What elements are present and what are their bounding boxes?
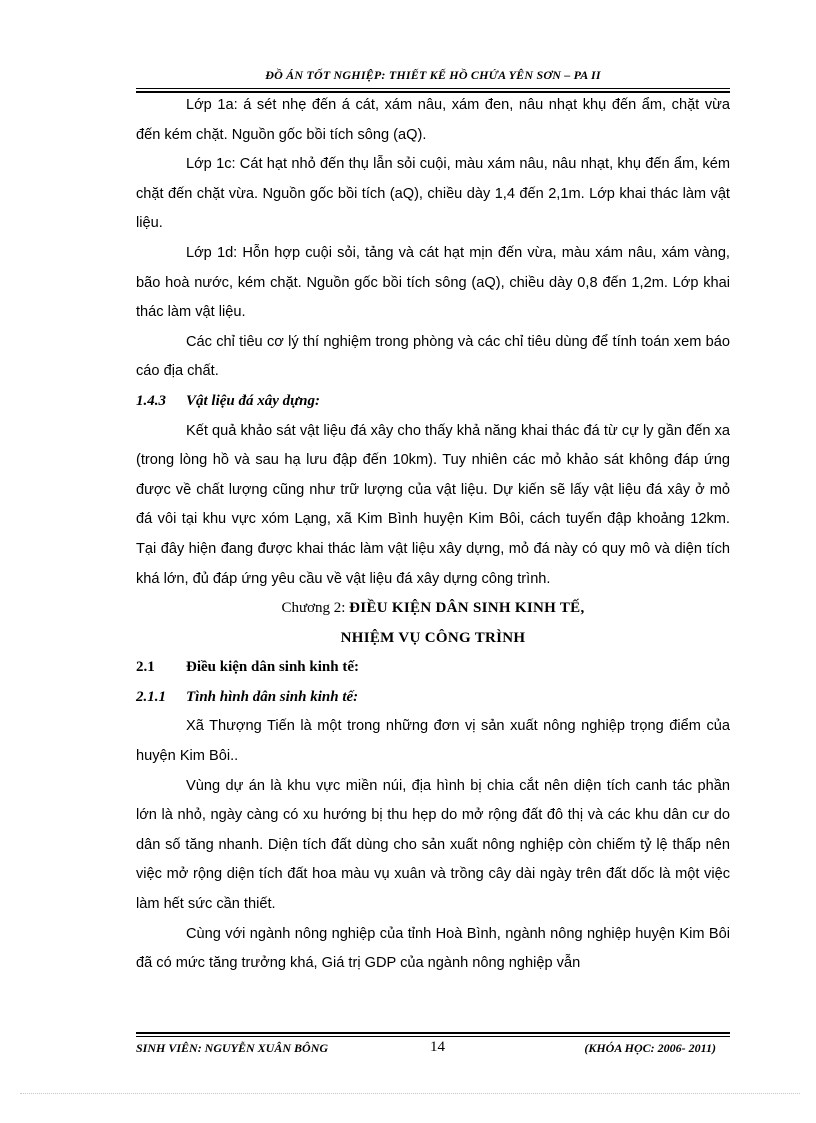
paragraph-layer-1a: Lớp 1a: á sét nhẹ đến á cát, xám nâu, xám đen, nâu nhạt khụ đến ẩm, chặt vừa đến kém chặt. Nguồn gốc bồi tích sông (aQ). [136,97,730,143]
chapter-title-line1 [136,594,730,624]
paragraph-agriculture: Cùng với ngành nông nghiệp của tỉnh Hoà Bình, ngành nông nghiệp huyện Kim Bôi đã có mức tăng trưởng khá, Giá trị GDP của ngành nông nghiệp vẫn [136,925,730,972]
page-number: 14 [430,1039,445,1055]
footer-course: (KHÓA HỌC: 2006- 2011) [584,1041,716,1055]
section-number: 2.1.1 [136,688,166,705]
section-title: Tình hình dân sinh kinh tế: [186,688,359,705]
footer-rule [136,1036,730,1037]
chapter-title-line2 [136,624,730,654]
section-number: 2.1 [136,659,155,676]
page-boundary-line [20,1093,800,1094]
chapter-title: ĐIỀU KIỆN DÂN SINH KINH TẾ, [349,600,585,617]
footer-student: SINH VIÊN: NGUYỄN XUÂN BÔNG [136,1041,329,1055]
section-heading-2-1 [136,653,730,683]
header-rule [136,88,730,89]
paragraph-stone-material: Kết quả khảo sát vật liệu đá xây cho thấy khả năng khai thác đá từ cự ly gần đến xa (trong lòng hồ và sau hạ lưu đập đến 10km). Tuy nhiên các mỏ khảo sát không đáp ứng được về chất lượng cũng như trữ lượng của vật liệu. Dự kiến sẽ lấy vật liệu đá xây ở mỏ đá vôi tại khu vực xóm Lạng, xã Kim Bình huyện Kim Bôi, cách tuyến đập khoảng 12km. Tại đây hiện đang được khai thác làm vật liệu xây dựng, mỏ đá này có quy mô và diện tích khá lớn, đủ đáp ứng yêu cầu về vật liệu đá xây dựng công trình. [136,422,730,587]
page-footer [136,1041,730,1059]
page-header: ĐỒ ÁN TỐT NGHIỆP: THIẾT KẾ HỒ CHỨA YÊN SƠN – PA II [265,68,601,82]
section-title: Điều kiện dân sinh kinh tế: [186,659,359,676]
section-number: 1.4.3 [136,392,166,409]
footer-rule-thick [136,1032,730,1034]
paragraph-project-area: Vùng dự án là khu vực miền núi, địa hình bị chia cắt nên diện tích canh tác phần lớn là nhỏ, ngày càng có xu hướng bị thu hẹp do mở rộng đất đô thị và các khu dân cư do dân số tăng nhanh. Diện tích đất dùng cho sản xuất nông nghiệp còn chiếm tỷ lệ thấp nên việc mở rộng diện tích đất hoa màu vụ xuân và trồng cây dài ngày trên đất dốc là một việc làm hết sức cần thiết. [136,777,730,913]
paragraph-commune: Xã Thượng Tiến là một trong những đơn vị sản xuất nông nghiệp trọng điểm của huyện Kim Bôi.. [136,718,730,765]
chapter-subtitle: NHIỆM VỤ CÔNG TRÌNH [340,629,526,646]
chapter-prefix: Chương 2: [281,600,350,617]
section-heading-1-4-3 [136,387,730,417]
paragraph-layer-1d: Lớp 1d: Hỗn hợp cuội sỏi, tảng và cát hạt mịn đến vừa, màu xám nâu, xám vàng, bão hoà nước, kém chặt. Nguồn gốc bồi tích sông (aQ), chiều dày 0,8 đến 1,2m. Lớp khai thác làm vật liệu. [136,244,730,321]
paragraph-indicators: Các chỉ tiêu cơ lý thí nghiệm trong phòng và các chỉ tiêu dùng để tính toán xem báo cáo địa chất. [136,333,730,380]
section-heading-2-1-1 [136,683,730,713]
paragraph-layer-1c: Lớp 1c: Cát hạt nhỏ đến thụ lẫn sỏi cuội, màu xám nâu, nâu nhạt, khụ đến ẩm, kém chặt đến chặt vừa. Nguồn gốc bồi tích (aQ), chiều dày 1,4 đến 2,1m. Lớp khai thác làm vật liệu. [136,156,730,232]
page-body [136,91,730,979]
section-title: Vật liệu đá xây dựng: [186,392,320,409]
